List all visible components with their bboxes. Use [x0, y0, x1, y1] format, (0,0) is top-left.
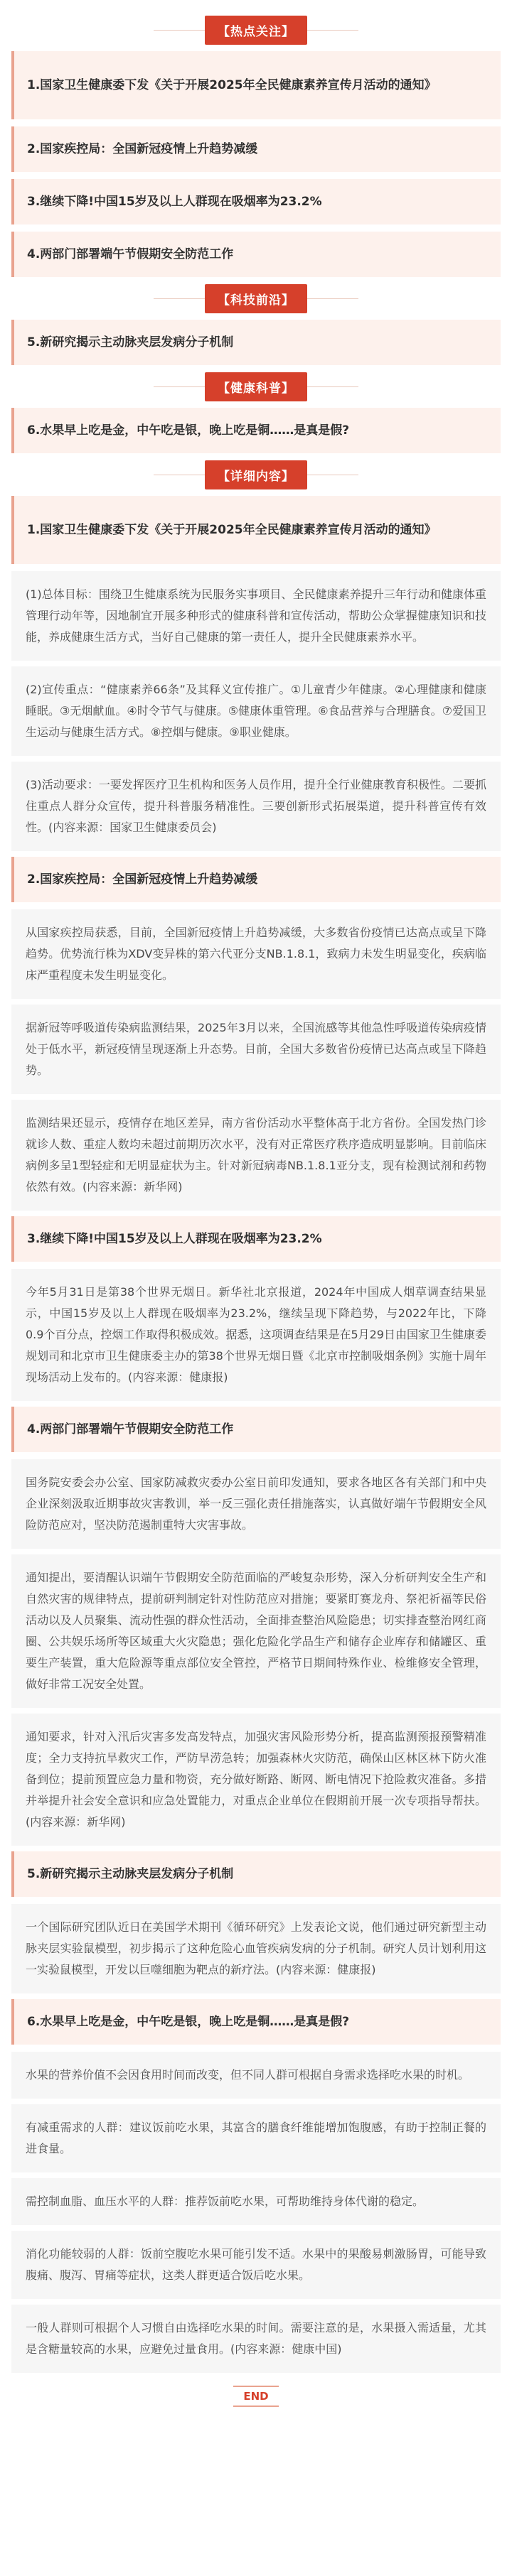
section-header-health [11, 372, 501, 401]
toc-item-2-title: 2.国家疾控局：全国新冠疫情上升趋势减缓 [27, 142, 258, 156]
detail-3-title-card [11, 1216, 501, 1262]
detail-2-title-card [11, 857, 501, 902]
detail-1-title: 1.国家卫生健康委下发《关于开展2025年全民健康素养宣传月活动的通知》 [27, 523, 437, 537]
detail-4-title: 4.两部门部署端午节假期安全防范工作 [27, 1422, 234, 1436]
detail-2-paragraph-2: 据新冠等呼吸道传染病监测结果，2025年3月以来，全国流感等其他急性呼吸道传染病疫情处于低水平，新冠疫情呈现逐渐上升态势。目前，全国大多数省份疫情已达高点或呈下降趋势。 [11, 1005, 501, 1094]
detail-2-title: 2.国家疾控局：全国新冠疫情上升趋势减缓 [27, 872, 258, 887]
toc-item-1 [11, 51, 501, 119]
detail-4-title-card [11, 1407, 501, 1452]
detail-6-title: 6.水果早上吃是金，中午吃是银，晚上吃是铜……是真是假? [27, 2015, 350, 2029]
detail-5-paragraph-1: 一个国际研究团队近日在美国学术期刊《循环研究》上发表论文说，他们通过研究新型主动脉夹层实验鼠模型，初步揭示了这种危险心血管疾病发病的分子机制。研究人员计划利用这一实验鼠模型，开发以巨噬细胞为靶点的新疗法。(内容来源：健康报) [11, 1904, 501, 1993]
detail-6-title-card [11, 1999, 501, 2045]
end-marker [11, 2386, 501, 2414]
detail-2-paragraph-1: 从国家疾控局获悉，目前，全国新冠疫情上升趋势减缓，大多数省份疫情已达高点或呈下降趋势。优势流行株为XDV变异株的第六代亚分支NB.1.8.1，致病力未发生明显变化，疾病临床严重程度未发生明显变化。 [11, 909, 501, 999]
detail-4-paragraph-1: 国务院安委会办公室、国家防减救灾委办公室日前印发通知，要求各地区各有关部门和中央企业深刻汲取近期事故灾害教训，举一反三强化责任措施落实，认真做好端午节假期安全风险防范应对，坚决防范遏制重特大灾害事故。 [11, 1459, 501, 1549]
detail-1-paragraph-3: (3)活动要求：一要发挥医疗卫生机构和医务人员作用，提升全行业健康教育积极性。二要抓住重点人群分众宣传，提升科普服务精准性。三要创新形式拓展渠道，提升科普宣传有效性。(内容来源：国家卫生健康委员会) [11, 762, 501, 851]
detail-4-paragraph-3: 通知要求，针对入汛后灾害多发高发特点，加强灾害风险形势分析，提高监测预报预警精准度；全力支持抗旱救灾工作，严防旱涝急转；加强森林火灾防范，确保山区林区林下防火准备到位；提前预置应急力量和物资，充分做好断路、断网、断电情况下抢险救灾准备。多措并举提升社会安全意识和应急处置能力，对重点企业单位在假期前开展一次专项指导帮扶。(内容来源：新华网) [11, 1714, 501, 1846]
detail-1-title-card [11, 496, 501, 564]
toc-item-5-title: 5.新研究揭示主动脉夹层发病分子机制 [27, 335, 234, 350]
detail-1-paragraph-1: (1)总体目标：围绕卫生健康系统为民服务实事项目、全民健康素养提升三年行动和健康体重管理行动年等，因地制宜开展多种形式的健康科普和宣传活动，帮助公众掌握健康知识和技能，养成健康生活方式，当好自己健康的第一责任人，提升全民健康素养水平。 [11, 571, 501, 661]
toc-item-6 [11, 408, 501, 453]
detail-1-paragraph-2: (2)宣传重点：“健康素养66条”及其释义宣传推广。①儿童青少年健康。②心理健康和健康睡眠。③无烟献血。④时令节气与健康。⑤健康体重管理。⑥食品营养与合理膳食。⑦爱国卫生运动与健康生活方式。⑧控烟与健康。⑨职业健康。 [11, 666, 501, 756]
detail-2-paragraph-3: 监测结果还显示，疫情存在地区差异，南方省份活动水平整体高于北方省份。全国发热门诊就诊人数、重症人数均未超过前期历次水平，没有对正常医疗秩序造成明显影响。目前临床病例多呈1型轻症和无明显症状为主。针对新冠病毒NB.1.8.1亚分支，现有检测试剂和药物依然有效。(内容来源：新华网) [11, 1100, 501, 1211]
toc-item-5 [11, 320, 501, 365]
detail-5-title: 5.新研究揭示主动脉夹层发病分子机制 [27, 1867, 234, 1881]
detail-4-paragraph-2: 通知提出，要清醒认识端午节假期安全防范面临的严峻复杂形势，深入分析研判安全生产和自然灾害的规律特点，提前研判制定针对性防范应对措施；要紧盯赛龙舟、祭祀祈福等民俗活动以及人员聚集、流动性强的群众性活动，全面排查整治风险隐患；切实排查整治网红商圈、公共娱乐场所等区域重大火灾隐患；强化危险化学品生产和储存企业库存和储罐区、重要生产装置，重大危险源等重点部位安全管控，严格节日期间特殊作业、检维修安全管理，做好非常工况安全处置。 [11, 1554, 501, 1708]
detail-6-paragraph-3: 需控制血脂、血压水平的人群：推荐饭前吃水果，可帮助维持身体代谢的稳定。 [11, 2178, 501, 2225]
section-header-hot [11, 16, 501, 44]
toc-item-4-title: 4.两部门部署端午节假期安全防范工作 [27, 247, 234, 261]
section-tag-health: 【健康科普】 [205, 372, 307, 401]
toc-item-1-title: 1.国家卫生健康委下发《关于开展2025年全民健康素养宣传月活动的通知》 [27, 78, 437, 92]
toc-item-2 [11, 126, 501, 172]
detail-5-title-card [11, 1851, 501, 1897]
section-header-tech [11, 284, 501, 313]
toc-item-4 [11, 232, 501, 277]
section-tag-detail: 【详细内容】 [205, 460, 307, 489]
section-tag-tech: 【科技前沿】 [205, 284, 307, 313]
end-label: END [233, 2386, 278, 2407]
toc-item-3-title: 3.继续下降!中国15岁及以上人群现在吸烟率为23.2% [27, 195, 322, 209]
section-tag-hot: 【热点关注】 [205, 16, 307, 45]
detail-3-title: 3.继续下降!中国15岁及以上人群现在吸烟率为23.2% [27, 1232, 322, 1246]
toc-item-3 [11, 179, 501, 224]
section-header-detail [11, 460, 501, 489]
detail-6-paragraph-1: 水果的营养价值不会因食用时间而改变，但不同人群可根据自身需求选择吃水果的时机。 [11, 2052, 501, 2099]
detail-6-paragraph-2: 有减重需求的人群：建议饭前吃水果，其富含的膳食纤维能增加饱腹感，有助于控制正餐的进食量。 [11, 2104, 501, 2172]
detail-6-paragraph-5: 一般人群则可根据个人习惯自由选择吃水果的时间。需要注意的是，水果摄入需适量，尤其是含糖量较高的水果，应避免过量食用。(内容来源：健康中国) [11, 2305, 501, 2373]
detail-3-paragraph-1: 今年5月31日是第38个世界无烟日。新华社北京报道，2024年中国成人烟草调查结果显示，中国15岁及以上人群现在吸烟率为23.2%，继续呈现下降趋势，与2022年比，下降0.9个百分点，控烟工作取得积极成效。据悉，这项调查结果是在5月29日由国家卫生健康委规划司和北京市卫生健康委主办的第38个世界无烟日暨《北京市控制吸烟条例》实施十周年现场活动上发布的。(内容来源：健康报) [11, 1269, 501, 1401]
toc-item-6-title: 6.水果早上吃是金，中午吃是银，晚上吃是铜……是真是假? [27, 423, 350, 438]
detail-6-paragraph-4: 消化功能较弱的人群：饭前空腹吃水果可能引发不适。水果中的果酸易刺激肠胃，可能导致腹痛、腹泻、胃痛等症状，这类人群更适合饭后吃水果。 [11, 2231, 501, 2299]
